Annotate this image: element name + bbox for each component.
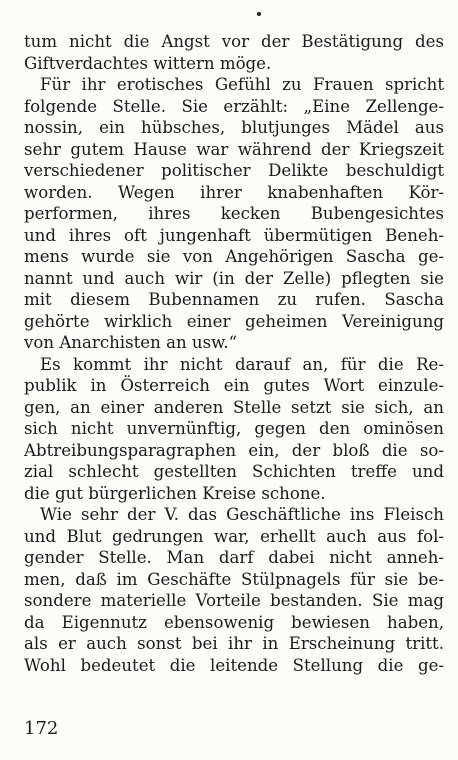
text-line: zial schlecht gestellten Schichten treffe und	[24, 462, 444, 481]
text-line: die gut bürgerlichen Kreise schone.	[24, 483, 326, 503]
text-line: verschiedener politischer Delikte beschuldigt	[24, 161, 444, 180]
text-line: Es kommt ihr nicht darauf an, für die Re-	[40, 354, 444, 374]
text-line: gen, an einer anderen Stelle setzt sie sich, an	[24, 397, 444, 417]
page-number: 172	[24, 718, 59, 739]
ink-dot	[257, 12, 261, 16]
text-line: sehr gutem Hause war während der Kriegszeit	[24, 139, 444, 159]
text-line: als er auch sonst bei ihr in Erscheinung tritt.	[24, 634, 444, 653]
text-line: sondere materielle Vorteile bestanden. Sie mag	[24, 591, 444, 610]
text-line: worden. Wegen ihrer knabenhaften Kör-	[24, 182, 444, 202]
text-line: men, daß im Geschäfte Stülpnagels für sie be-	[24, 569, 444, 589]
text-line: gender Stelle. Man darf dabei nicht anneh-	[24, 548, 444, 567]
text-line: nossin, ein hübsches, blutjunges Mädel aus	[24, 118, 444, 137]
text-line: performen, ihres kecken Bubengesichtes	[24, 204, 444, 223]
text-line: Wie sehr der V. das Geschäftliche ins Fleisch	[40, 505, 444, 524]
text-line: von Anarchisten an usw.“	[24, 333, 238, 352]
text-line: tum nicht die Angst vor der Bestätigung des	[24, 32, 444, 51]
text-line: Abtreibungsparagraphen ein, der bloß die so-	[24, 440, 444, 460]
text-line: und ihres oft jungenhaft übermütigen Beneh-	[24, 225, 444, 245]
text-line: da Eigennutz ebensowenig bewiesen haben,	[24, 612, 444, 632]
text-line: nannt und auch wir (in der Zelle) pflegten sie	[24, 268, 444, 288]
text-line: folgende Stelle. Sie erzählt: „Eine Zellenge-	[24, 96, 444, 116]
body-text	[24, 31, 444, 676]
text-line: Für ihr erotisches Gefühl zu Frauen spricht	[40, 75, 444, 94]
text-line: gehörte wirklich einer geheimen Vereinigung	[24, 311, 444, 331]
text-line: Giftverdachtes wittern möge.	[24, 53, 272, 73]
text-line: publik in Österreich ein gutes Wort einzule-	[24, 376, 444, 395]
text-line: Wohl bedeutet die leitende Stellung die ge-	[24, 655, 444, 675]
text-line: mens wurde sie von Angehörigen Sascha ge-	[24, 247, 444, 266]
text-line: und Blut gedrungen war, erhellt auch aus fol-	[24, 526, 444, 546]
text-line: mit diesem Bubennamen zu rufen. Sascha	[24, 290, 444, 309]
text-line: sich nicht unvernünftig, gegen den ominösen	[24, 419, 444, 438]
